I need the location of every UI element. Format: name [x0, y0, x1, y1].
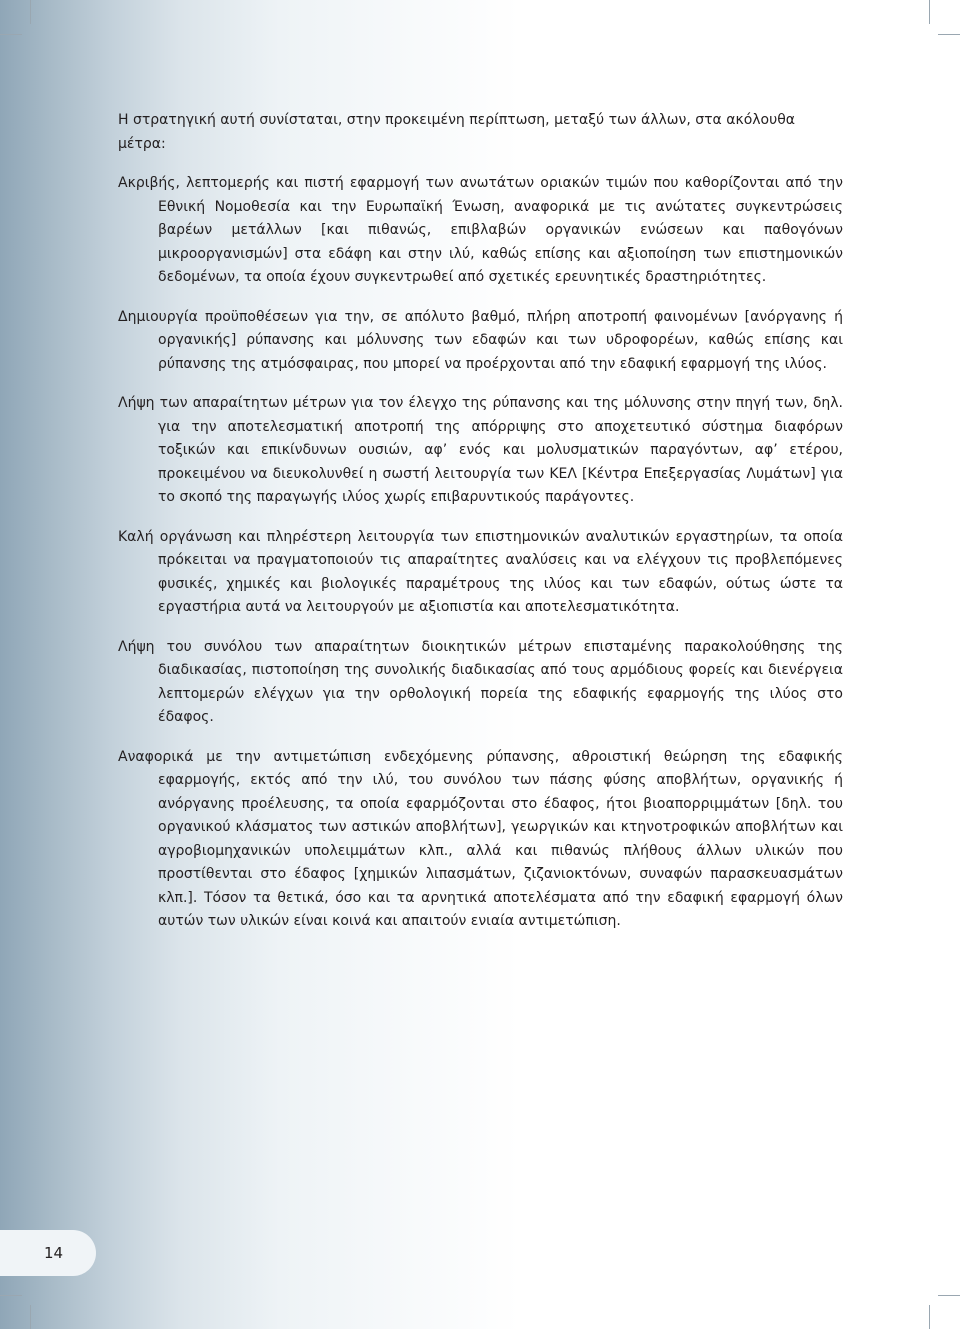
- crop-mark-bottom-right-horizontal: [938, 1295, 960, 1296]
- crop-mark-bottom-left-horizontal: [0, 1295, 22, 1296]
- crop-mark-top-right-vertical: [929, 0, 930, 24]
- page-number: 14: [44, 1244, 64, 1262]
- document-body: [118, 109, 843, 950]
- crop-mark-top-left-horizontal: [0, 34, 22, 35]
- measure-paragraph: Καλή οργάνωση και πληρέστερη λειτουργία των επιστημονικών αναλυτικών εργαστηρίων, τα οποία πρόκειται να πραγματοποιούν τις απαραίτητες αναλύσεις και να ελέγχουν τις προβλεπόμενες φυσικές, χημικές και βιολογικές παραμέτρους της ιλύος και των εδαφών, ούτως ώστε τα εργαστήρια αυτά να λειτουργούν με αξιοπιστία και αποτελεσματικότητα.: [118, 528, 843, 615]
- crop-mark-bottom-left-vertical: [30, 1305, 31, 1329]
- measure-paragraph: Ακριβής, λεπτομερής και πιστή εφαρμογή των ανωτάτων οριακών τιμών που καθορίζονται από την Εθνική Νομοθεσία και την Ευρωπαϊκή Ένωση, αναφορικά με τις ανώτατες συγκεντρώσεις βαρέων μετάλλων [και πιθανώς, επιβλαβών οργανικών ενώσεων και παθογόνων μικροοργανισμών] στα εδάφη και στην ιλύ, καθώς επίσης και αξιοποίηση των επιστημονικών δεδομένων, τα οποία έχουν συγκεντρωθεί από σχετικές ερευνητικές δραστηριότητες.: [118, 175, 843, 285]
- measure-paragraph: Λήψη του συνόλου των απαραίτητων διοικητικών μέτρων επισταμένης παρακολούθησης της διαδικασίας, πιστοποίηση της συνολικής διαδικασίας από τους αρμόδιους φορείς και διενέργεια λεπτομερών ελέγχων για την ορθολογική πορεία της εδαφικής εφαρμογής της ιλύος στο έδαφος.: [118, 638, 843, 725]
- measure-paragraph: Λήψη των απαραίτητων μέτρων για τον έλεγχο της ρύπανσης και της μόλυνσης στην πηγή των, δηλ. για την αποτελεσματική αποτροπή της απόρριψης στο αποχετευτικό σύστημα διαφόρων τοξικών και επικίνδυνων ουσιών, αφ’ ενός και μολυσματικών παραγόντων, αφ’ ετέρου, προκειμένου να διευκολυνθεί η σωστή λειτουργία των ΚΕΛ [Κέντρα Επεξεργασίας Λυμάτων] για το σκοπό της παραγωγής ιλύος χωρίς επιβαρυντικούς παράγοντες.: [118, 395, 843, 505]
- measure-paragraph: Αναφορικά με την αντιμετώπιση ενδεχόμενης ρύπανσης, αθροιστική θεώρηση της εδαφικής εφαρμογής, εκτός από την ιλύ, του συνόλου των πάσης φύσης αποβλήτων, οργανικής ή ανόργανης προέλευσης, τα οποία εφαρμόζονται στο έδαφος, ήτοι βιοαπορριμμάτων [δηλ. του οργανικού κλάσματος των αστικών αποβλήτων], γεωργικών και κτηνοτροφικών αποβλήτων και αγροβιομηχανικών υπολειμμάτων κλπ., αλλά και πιθανώς πλήθους άλλων υλικών που προστίθενται στο έδαφος [χημικών λιπασμάτων, ζιζανιοκτόνων, συναφών παρασκευασμάτων κλπ.]. Τόσον τα θετικά, όσο και τα αρνητικά αποτελέσματα από την εδαφική εφαρμογή όλων αυτών των υλικών είναι κοινά και απαιτούν ενιαία αντιμετώπιση.: [118, 748, 843, 929]
- crop-mark-bottom-right-vertical: [929, 1305, 930, 1329]
- measure-paragraph: Δημιουργία προϋποθέσεων για την, σε απόλυτο βαθμό, πλήρη αποτροπή φαινομένων [ανόργανης ή οργανικής] ρύπανσης και μόλυνσης των εδαφών και των υδροφορέων, καθώς επίσης και ρύπανσης της ατμόσφαιρας, που μπορεί να προέρχονται από την εδαφική εφαρμογή της ιλύος.: [118, 308, 843, 372]
- intro-paragraph: Η στρατηγική αυτή συνίσταται, στην προκειμένη περίπτωση, μεταξύ των άλλων, στα ακόλουθα μέτρα:: [118, 112, 796, 152]
- crop-mark-top-right-horizontal: [938, 34, 960, 35]
- crop-mark-top-left-vertical: [30, 0, 31, 24]
